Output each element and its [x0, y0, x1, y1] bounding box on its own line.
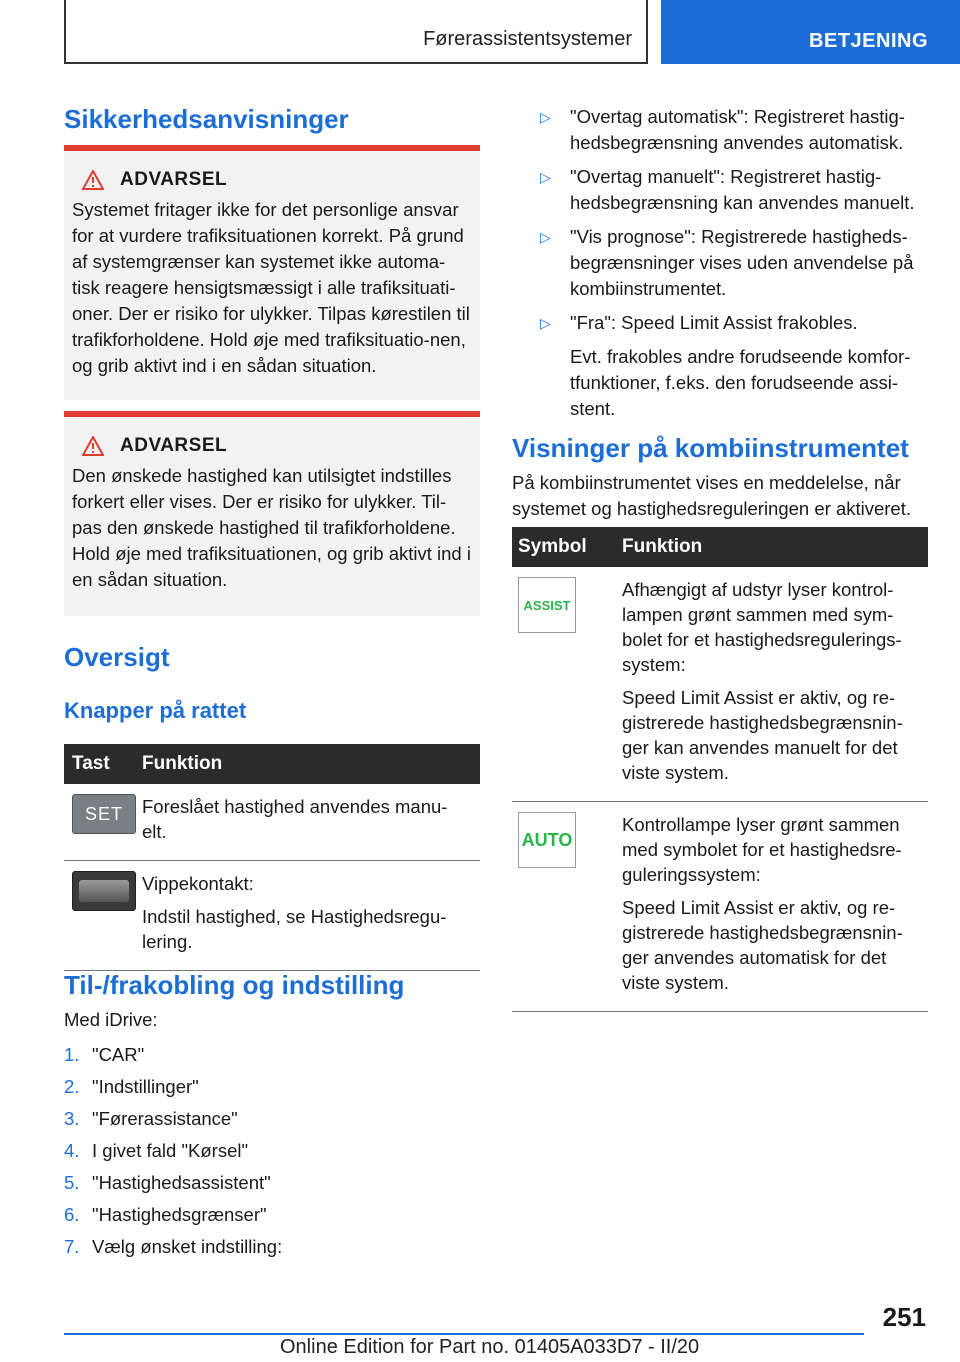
table-row [64, 861, 480, 971]
col-header-symbol: Symbol [518, 536, 587, 557]
row-text: Speed Limit Assist er aktiv, og re-gistrerede hastighedsbegrænsnin-ger kan anvendes manuelt for det viste system. [622, 687, 903, 783]
warning-title: ADVARSEL [120, 435, 228, 456]
warning-text: Den ønskede hastighed kan utilsigtet indstilles forkert eller vises. Der er risiko for ulykker. Til-pas den ønskede hastighed til trafikforholdene. Hold øje med trafiksituationen, og grib aktivt ind i en sådan situation. [72, 465, 471, 590]
header-box [64, 0, 648, 64]
table-row [512, 802, 928, 1012]
list-item: 7. Vælg ønsket indstilling: [64, 1236, 283, 1257]
triangle-bullet-icon: ▷ [540, 315, 551, 331]
triangle-bullet-icon: ▷ [540, 109, 551, 125]
table-header [64, 744, 480, 784]
row-text: Vippekontakt: [142, 873, 254, 894]
row-text: Afhængigt af udstyr lyser kontrol-lampen grønt sammen med sym-bolet for et hastighedsregulerings-system: [622, 579, 902, 675]
heading-toggle: Til-/frakobling og indstilling [64, 970, 405, 1000]
warning-box-1 [64, 145, 480, 400]
list-item: 5. "Hastighedsassistent" [64, 1172, 271, 1193]
heading-safety: Sikkerhedsanvisninger [64, 104, 349, 134]
table-row [512, 567, 928, 802]
warning-icon [82, 436, 104, 456]
list-item: ▷ "Fra": Speed Limit Assist frakobles. [512, 310, 932, 336]
heading-buttons: Knapper på rattet [64, 698, 247, 723]
list-item: ▷ "Overtag manuelt": Registreret hastig-hedsbegrænsning kan anvendes manuelt. [512, 164, 932, 216]
bullet-note: Evt. frakobles andre forudseende komfor-tfunktioner, f.eks. den forudseende assi-stent. [570, 346, 911, 419]
triangle-bullet-icon: ▷ [540, 169, 551, 185]
footer-edition: Online Edition for Part no. 01405A033D7 - II/20 [280, 1336, 700, 1358]
warning-title: ADVARSEL [120, 169, 228, 190]
heading-display: Visninger på kombiinstrumentet [512, 433, 909, 463]
col-header-function: Funktion [622, 536, 703, 557]
auto-symbol-icon: AUTO [518, 812, 576, 868]
list-item: 3. "Førerassistance" [64, 1108, 238, 1129]
footer-divider [64, 1333, 864, 1335]
list-item: 6. "Hastighedsgrænser" [64, 1204, 267, 1225]
options-list [512, 104, 932, 422]
row-text: Indstil hastighed, se Hastighedsregu-lering. [142, 906, 447, 952]
col-header-key: Tast [72, 753, 110, 774]
list-item: 4. I givet fald "Kørsel" [64, 1140, 249, 1161]
triangle-bullet-icon: ▷ [540, 229, 551, 245]
row-text: Speed Limit Assist er aktiv, og re-gistrerede hastighedsbegrænsnin-ger anvendes automatisk for det viste system. [622, 897, 903, 993]
buttons-table [64, 744, 480, 971]
warning-text: Systemet fritager ikke for det personlige ansvar for at vurdere trafiksituationen korrekt. På grund af systemgrænser kan systemet ikke automa-tisk reagere hensigtsmæssigt i alle trafiksituati-oner. Der er risiko for ulykker. Tilpas kørestilen til trafikforholdene. Hold øje med trafiksituatio-nen, og grib aktivt ind i en sådan situation. [72, 199, 470, 376]
table-header [512, 527, 928, 567]
table-row [64, 784, 480, 861]
idrive-label: Med iDrive: [64, 1009, 158, 1030]
row-text: Kontrollampe lyser grønt sammen med symbolet for et hastighedsre-guleringssystem: [622, 814, 902, 885]
row-text: Foreslået hastighed anvendes manu-elt. [142, 796, 448, 842]
col-header-function: Funktion [142, 753, 223, 774]
header-title: Førerassistentsystemer [423, 28, 632, 50]
list-item: 2. "Indstillinger" [64, 1076, 199, 1097]
list-item: ▷ "Vis prognose": Registrerede hastigheds-begrænsninger vises uden anvendelse på kombiinstrumentet. [512, 224, 932, 302]
header-tab[interactable] [661, 0, 960, 64]
rocker-switch-icon [72, 871, 136, 911]
assist-symbol-icon: ASSIST [518, 577, 576, 633]
heading-overview: Oversigt [64, 642, 170, 672]
list-item: ▷ "Overtag automatisk": Registreret hastig-hedsbegrænsning anvendes automatisk. [512, 104, 932, 156]
header-tab-label: BETJENING [809, 30, 928, 52]
set-key-icon: SET [72, 794, 136, 834]
steps-list [64, 1044, 484, 1268]
symbol-table [512, 527, 928, 1012]
warning-box-2 [64, 411, 480, 616]
list-item: 1. "CAR" [64, 1044, 145, 1065]
warning-icon [82, 170, 104, 190]
page-number: 251 [882, 1302, 926, 1332]
display-intro: På kombiinstrumentet vises en meddelelse, når systemet og hastighedsreguleringen er aktiveret. [512, 472, 911, 519]
